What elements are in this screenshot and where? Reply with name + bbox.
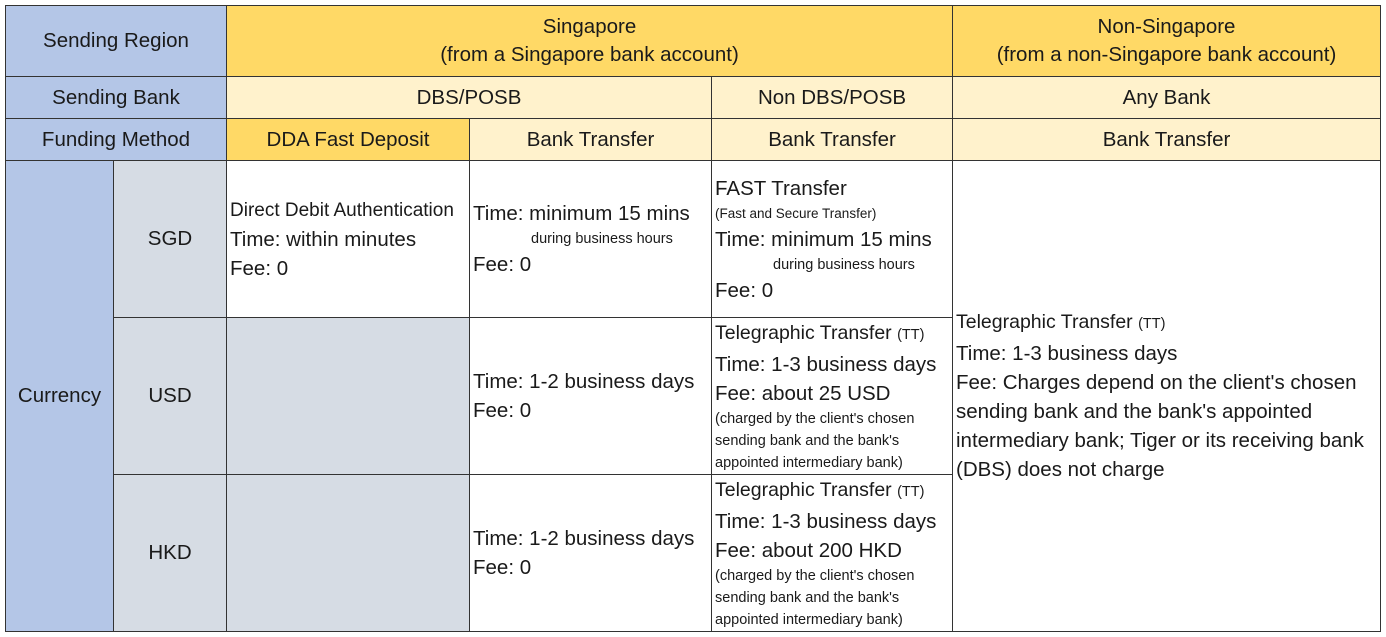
method-dda-fast-deposit: DDA Fast Deposit	[226, 118, 470, 161]
currency-sgd: SGD	[113, 160, 227, 318]
sgd-dda-cell: Direct Debit Authentication Time: within minutes Fee: 0	[226, 160, 470, 318]
sgd-nondbs-transfer-cell: FAST Transfer (Fast and Secure Transfer) Time: minimum 15 mins during business hours Fee: 0	[711, 160, 953, 318]
region-singapore	[226, 5, 953, 77]
usd-nondbs-transfer-cell: Telegraphic Transfer (TT) Time: 1-3 business days Fee: about 25 USD (charged by the client's chosen sending bank and the bank's appointed intermediary bank)	[711, 317, 953, 475]
method-nondbs-bank-transfer: Bank Transfer	[711, 118, 953, 161]
currency-label: Currency	[5, 160, 114, 632]
sending-region-label: Sending Region	[5, 5, 227, 77]
usd-dbs-transfer-cell: Time: 1-2 business days Fee: 0	[469, 317, 712, 475]
bank-non-dbs-posb: Non DBS/POSB	[711, 76, 953, 119]
bank-any: Any Bank	[952, 76, 1381, 119]
hkd-dbs-transfer-cell: Time: 1-2 business days Fee: 0	[469, 474, 712, 632]
region-non-singapore	[952, 5, 1381, 77]
region-singapore-title: Singapore	[542, 15, 637, 38]
region-non-singapore-subtitle: (from a non-Singapore bank account)	[996, 43, 1337, 66]
method-dbs-bank-transfer: Bank Transfer	[469, 118, 712, 161]
usd-dda-unavailable	[226, 317, 470, 475]
currency-usd: USD	[113, 317, 227, 475]
currency-hkd: HKD	[113, 474, 227, 632]
bank-dbs-posb: DBS/POSB	[226, 76, 712, 119]
hkd-dda-unavailable	[226, 474, 470, 632]
sgd-dbs-transfer-cell: Time: minimum 15 mins during business hours Fee: 0	[469, 160, 712, 318]
sending-bank-label: Sending Bank	[5, 76, 227, 119]
non-singapore-transfer-cell: Telegraphic Transfer (TT) Time: 1-3 business days Fee: Charges depend on the client's chosen sending bank and the bank's appointed intermediary bank; Tiger or its receiving bank (DBS) does not charge	[952, 160, 1381, 632]
funding-method-label: Funding Method	[5, 118, 227, 161]
method-any-bank-transfer: Bank Transfer	[952, 118, 1381, 161]
hkd-nondbs-transfer-cell: Telegraphic Transfer (TT) Time: 1-3 business days Fee: about 200 HKD (charged by the client's chosen sending bank and the bank's appointed intermediary bank)	[711, 474, 953, 632]
region-non-singapore-title: Non-Singapore	[1097, 15, 1236, 38]
region-singapore-subtitle: (from a Singapore bank account)	[440, 43, 739, 66]
